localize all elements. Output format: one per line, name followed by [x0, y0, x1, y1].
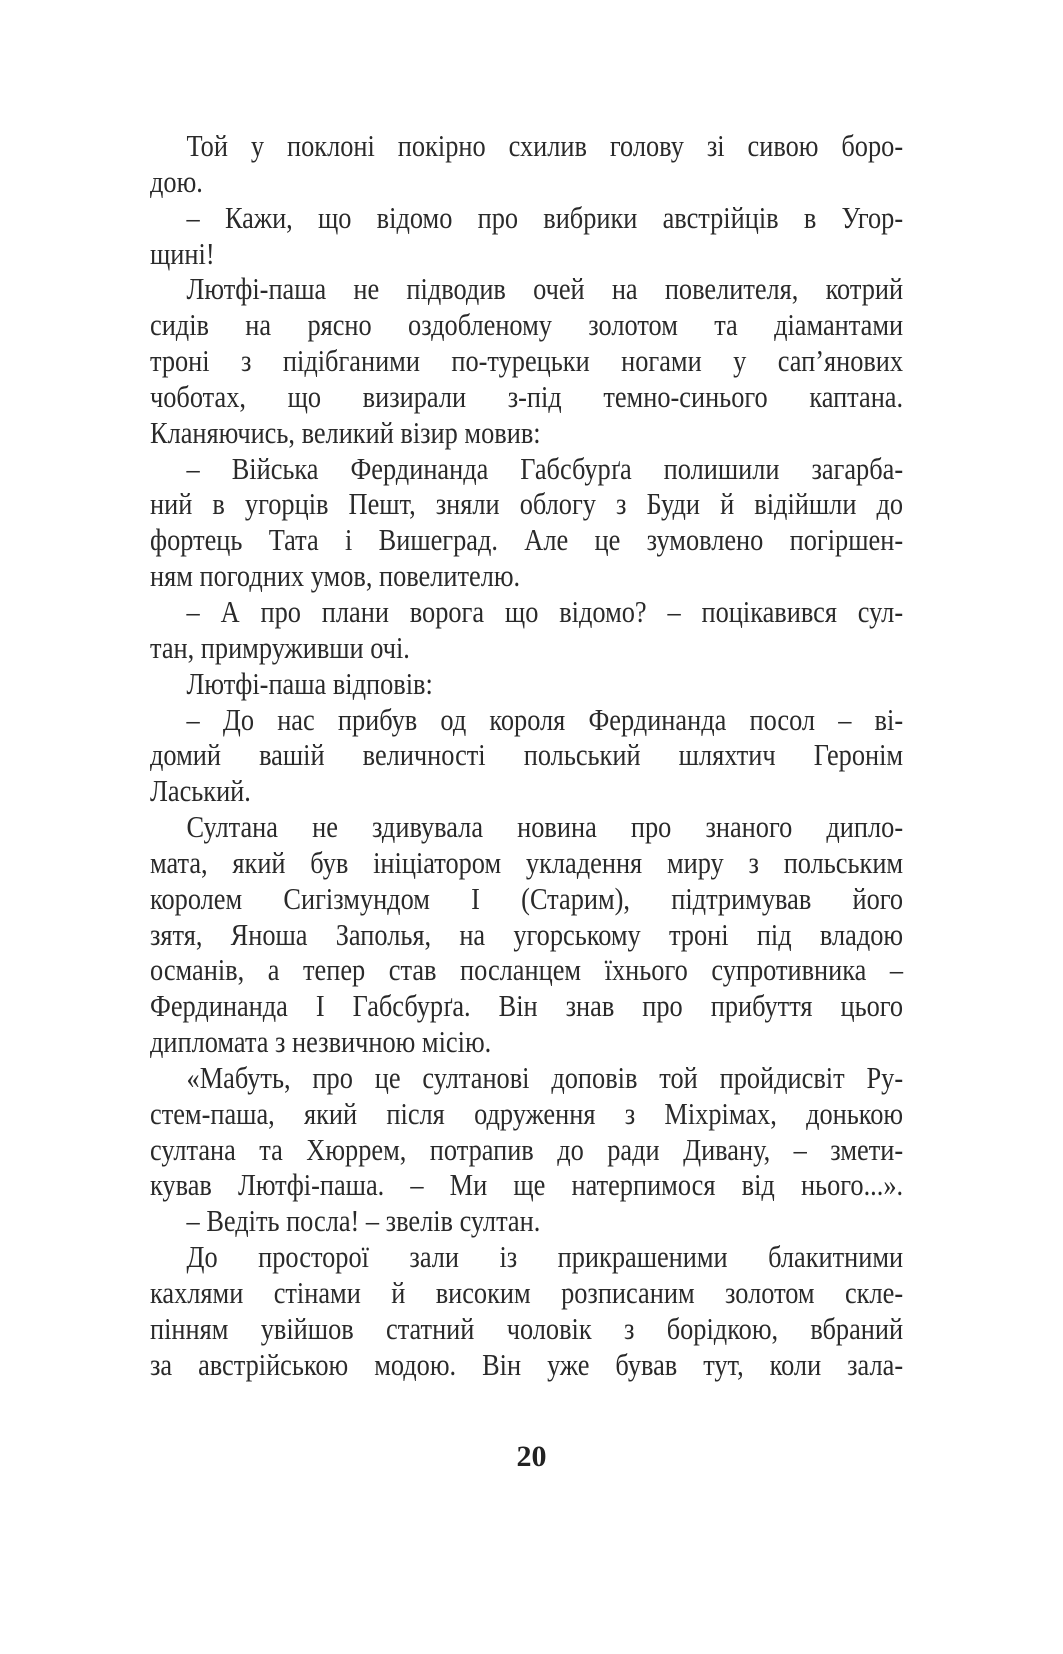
text-line: домий вашій величності польський шляхтич Геронім: [150, 737, 904, 773]
text-line: стем-паша, який після одруження з Міхрімах, донькою: [150, 1095, 904, 1131]
text-line: – Війська Фердинанда Габсбурґа полишили загарба-: [186, 450, 904, 486]
text-line: – Ведіть посла! – звелів султан.: [186, 1203, 541, 1239]
page-number: 20: [516, 1440, 547, 1473]
text-line: сидів на рясно оздобленому золотом та діамантами: [150, 307, 904, 343]
body-text: [150, 128, 903, 1383]
text-line: османів, а тепер став посланцем їхнього супротивника –: [150, 952, 904, 988]
text-line: фортець Тата і Вишеград. Але це зумовлено погіршен-: [150, 522, 904, 558]
text-line: Ласький.: [150, 773, 251, 809]
text-line: Кланяючись, великий візир мовив:: [150, 414, 541, 450]
text-line: Лютфі-паша відповів:: [186, 665, 433, 701]
text-line: кував Лютфі-паша. – Ми ще натерпимося від нього...».: [150, 1167, 904, 1203]
text-line: ний в угорців Пешт, зняли облогу з Буди й відійшли до: [150, 486, 904, 522]
text-line: ням погодних умов, повелителю.: [150, 558, 521, 594]
text-line: королем Сигізмундом І (Старим), підтримував його: [150, 880, 904, 916]
text-line: троні з підібганими по-турецьки ногами у сап’янових: [150, 343, 904, 379]
text-line: зятя, Яноша Заполья, на угорському троні під владою: [150, 916, 904, 952]
text-line: дою.: [150, 163, 203, 199]
text-line: Той у поклоні покірно схилив голову зі сивою боро-: [186, 128, 904, 163]
text-line: Султана не здивувала новина про знаного дипло-: [186, 809, 904, 845]
text-line: Фердинанда І Габсбурґа. Він знав про прибуття цього: [150, 988, 904, 1024]
text-line: щині!: [150, 235, 215, 271]
text-line: тан, примруживши очі.: [150, 629, 410, 665]
text-line: за австрійською модою. Він уже бував тут, коли зала-: [150, 1346, 904, 1382]
text-line: пінням увійшов статний чоловік з борідкою, вбраний: [150, 1310, 904, 1346]
text-line: «Мабуть, про це султанові доповів той пройдисвіт Ру-: [186, 1059, 904, 1095]
text-line: Лютфі-паша не підводив очей на повелителя, котрий: [186, 271, 904, 307]
text-line: кахлями стінами й високим розписаним золотом скле-: [150, 1275, 904, 1310]
text-line: До просторої зали із прикрашеними блакитними: [186, 1239, 904, 1275]
text-line: – Кажи, що відомо про вибрики австрійців в Угор-: [186, 199, 904, 235]
text-line: дипломата з незвичною місію.: [150, 1024, 492, 1060]
text-line: чоботах, що визирали з-під темно-синього каптана.: [150, 378, 904, 414]
text-line: мата, який був ініціатором укладення миру з польським: [150, 844, 904, 880]
text-line: – До нас прибув од короля Фердинанда посол – ві-: [186, 701, 904, 737]
text-line: султана та Хюррем, потрапив до ради Дивану, – змети-: [150, 1131, 904, 1167]
text-line: – А про плани ворога що відомо? – поцікавився сул-: [186, 593, 904, 629]
